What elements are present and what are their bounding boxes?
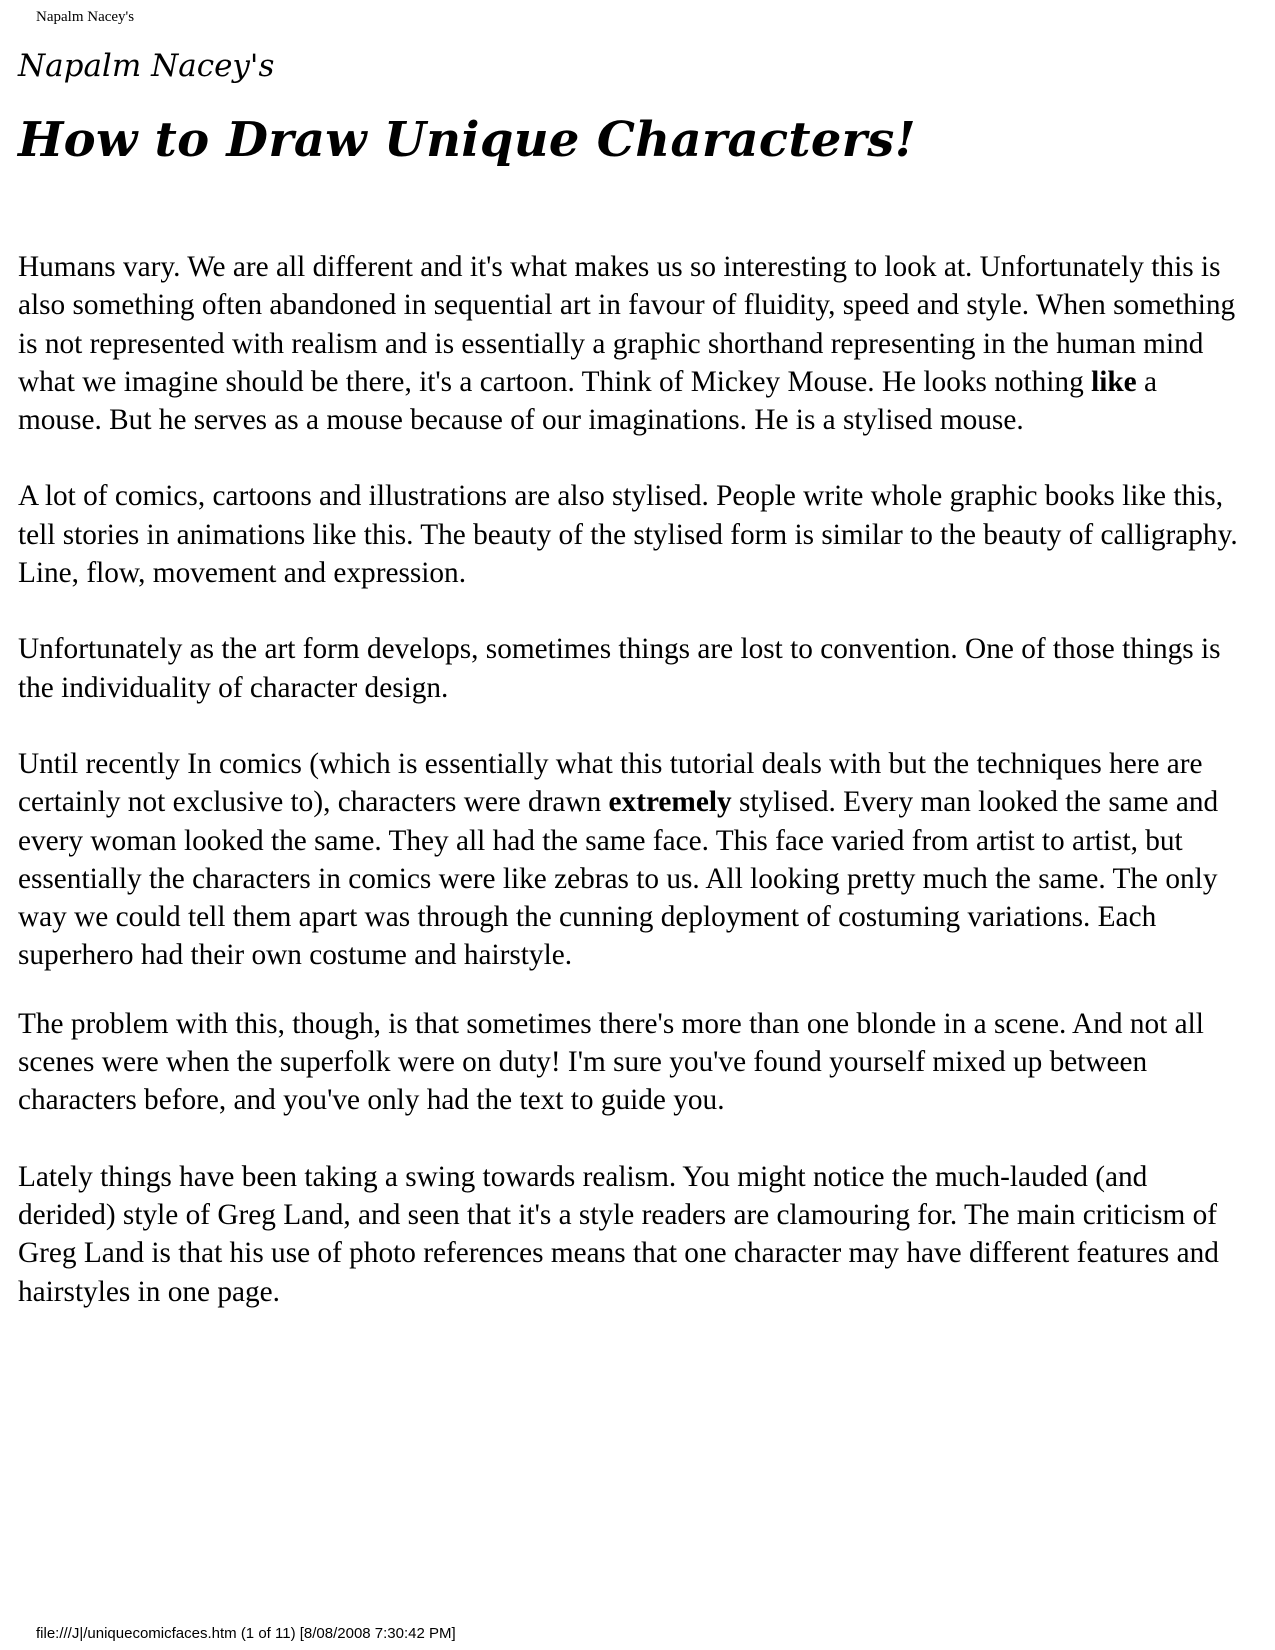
paragraph-1 [18,248,1248,439]
paragraph-6: Lately things have been taking a swing towards realism. You might notice the much-lauded (and derided) style of Greg Land, and seen that it's a style readers are clamouring for. The main criticism of Greg Land is that his use of photo references means that one character may have different features and hairstyles in one page. [18,1160,1219,1308]
site-name: Napalm Nacey's [18,48,275,84]
paragraph-4-text-after: stylised. Every man looked the same and every woman looked the same. They all had the same face. This face varied from artist to artist, but essentially the characters in comics were like zebras to us. All looking pretty much the same. The only way we could tell them apart was through the cunning deployment of costuming variations. Each superhero had their own costume and hairstyle. [18,786,1219,972]
paragraph-1-text-before: Humans vary. We are all different and it's what makes us so interesting to look at. Unfortunately this is also something often abandoned in sequential art in favour of fluidity, speed and style. When something is not represented with realism and is essentially a graphic shorthand representing in the human mind what we imagine should be there, it's a cartoon. Think of Mickey Mouse. He looks nothing [18,251,1236,398]
print-footer-path: file:///J|/uniquecomicfaces.htm (1 of 11) [8/08/2008 7:30:42 PM] [36,1625,456,1642]
emphasis-like: like [1091,365,1137,398]
print-header-title: Napalm Nacey's [36,9,135,25]
paragraph-4 [18,745,1248,975]
paragraph-3: Unfortunately as the art form develops, sometimes things are lost to convention. One of those things is the individuality of character design. [18,633,1221,704]
paragraph-2: A lot of comics, cartoons and illustrations are also stylised. People write whole graphic books like this, tell stories in animations like this. The beauty of the stylised form is similar to the beauty of calligraphy. Line, flow, movement and expression. [18,480,1238,590]
paragraph-5: The problem with this, though, is that sometimes there's more than one blonde in a scene. And not all scenes were when the superfolk were on duty! I'm sure you've found yourself mixed up between characters before, and you've only had the text to guide you. [18,1007,1204,1117]
article-body [18,248,1248,1311]
paragraph-1-text-after: a mouse. But he serves as a mouse because of our imaginations. He is a stylised mouse. [18,365,1157,437]
paragraph-4-text-before: Until recently In comics (which is essentially what this tutorial deals with but the techniques here are certainly not exclusive to), characters were drawn [18,747,1203,819]
emphasis-extremely: extremely [608,786,732,819]
page-content [18,46,1248,1349]
page-title: How to Draw Unique Characters! [18,112,916,168]
